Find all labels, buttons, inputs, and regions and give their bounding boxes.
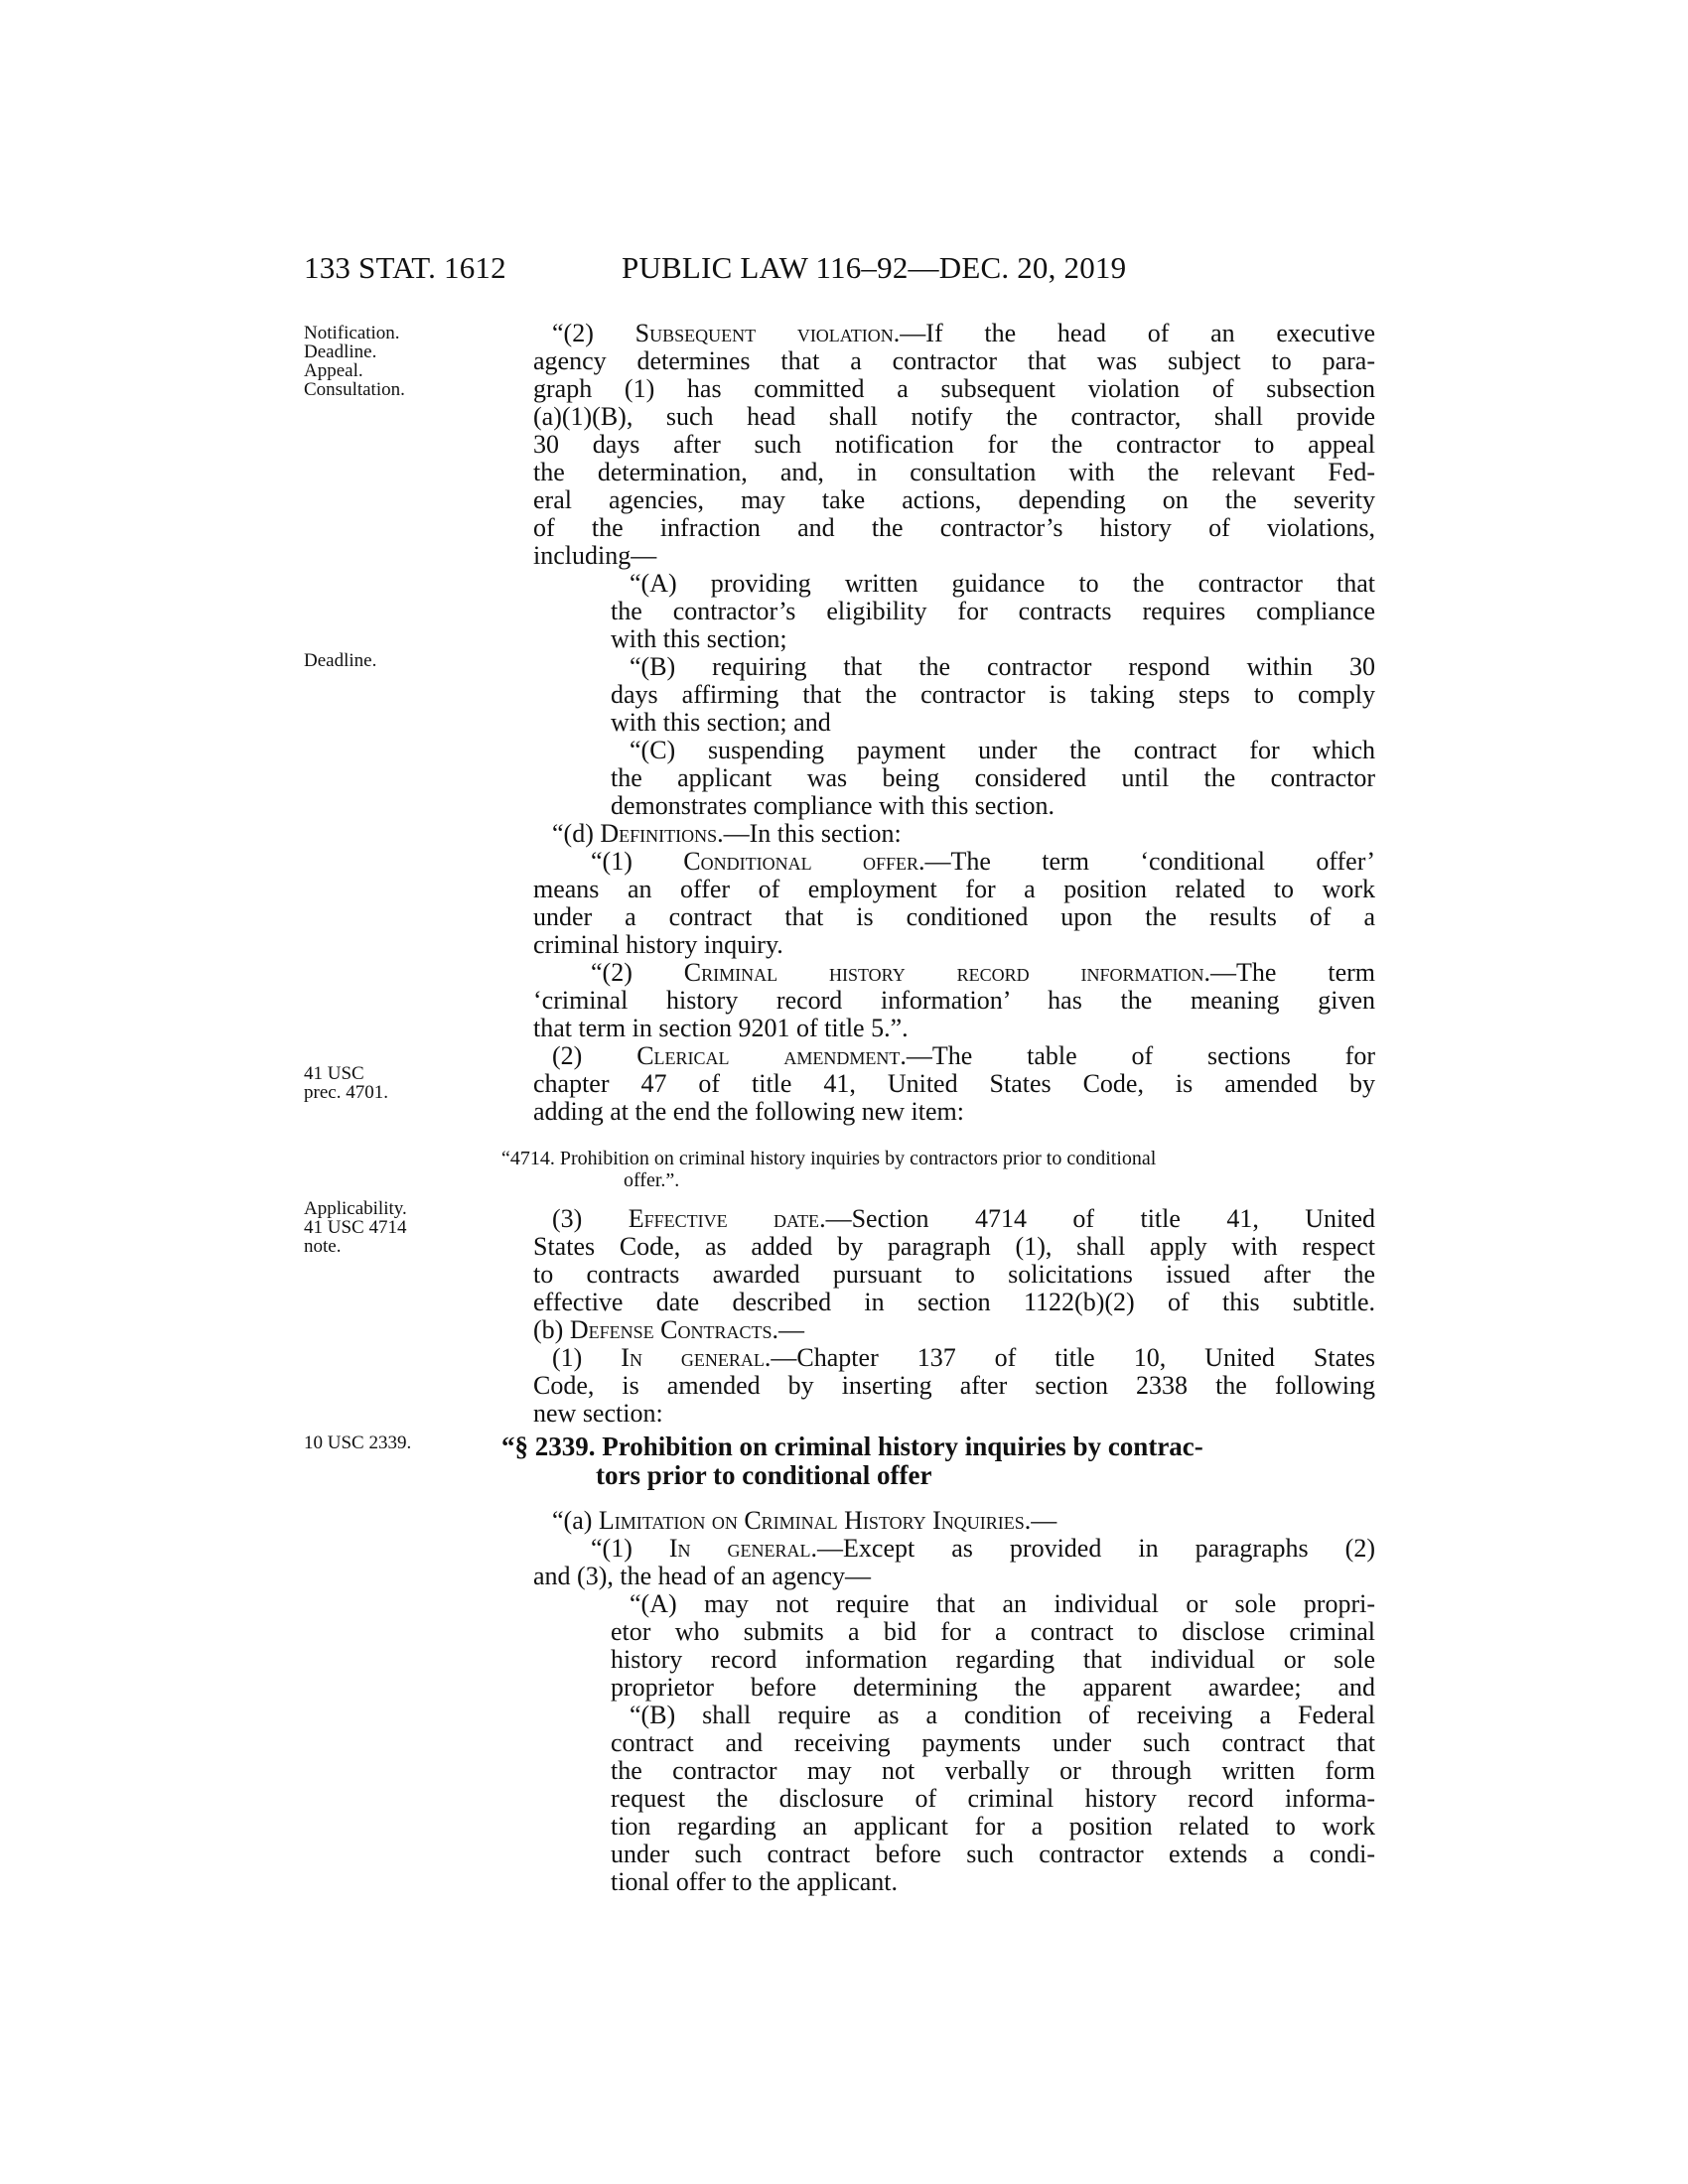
text-line: means an offer of employment for a position related to work (533, 875, 1375, 903)
text-line: ‘criminal history record information’ has the meaning given (533, 986, 1375, 1015)
text-line: with this section; (611, 624, 787, 653)
margin-note-deadline: Deadline. (304, 650, 377, 671)
text-line: agency determines that a contractor that was subject to para- (533, 346, 1375, 375)
text-line: tional offer to the applicant. (611, 1867, 899, 1896)
text-line: “(A) may not require that an individual or sole propri- (630, 1589, 1375, 1618)
text-line: (a)(1)(B), such head shall notify the contractor, shall provide (533, 402, 1375, 431)
text-line: proprietor before determining the apparent awardee; and (611, 1673, 1375, 1702)
text-line: Code, is amended by inserting after section 2338 the following (533, 1371, 1375, 1400)
margin-note-applicability: Applicability. 41 USC 4714 note. (304, 1198, 407, 1257)
text-line: “(2) Subsequent violation.—If the head of an executive (552, 319, 1376, 347)
text-line: that term in section 9201 of title 5.”. (533, 1014, 909, 1042)
text-line: “(a) Limitation on Criminal History Inquiries.— (552, 1506, 1057, 1535)
text-line: history record information regarding that individual or sole (611, 1645, 1375, 1674)
text-line: of the infraction and the contractor’s history of violations, (533, 513, 1375, 542)
text-line: graph (1) has committed a subsequent violation of subsection (533, 374, 1375, 403)
text-line: “(1) Conditional offer.—The term ‘conditional offer’ (591, 847, 1376, 876)
text-line: “(2) Criminal history record information.—The term (591, 958, 1375, 987)
text-line: including— (533, 541, 657, 570)
margin-note-10usc-2339: 10 USC 2339. (304, 1433, 412, 1453)
section-heading: “§ 2339. Prohibition on criminal history inquiries by contrac- (501, 1432, 1203, 1461)
text-line: new section: (533, 1399, 663, 1428)
text-line: “(C) suspending payment under the contract for which (630, 736, 1375, 764)
text-line: with this section; and (611, 708, 831, 737)
text-line: “(d) Definitions.—In this section: (552, 819, 902, 848)
page-number: 133 STAT. 1612 (304, 250, 506, 285)
text-line: the determination, and, in consultation with the relevant Fed- (533, 458, 1375, 486)
text-line: “(1) In general.—Except as provided in paragraphs (2) (591, 1534, 1375, 1563)
text-line: eral agencies, may take actions, depending on the severity (533, 485, 1375, 514)
text-line: (2) Clerical amendment.—The table of sections for (552, 1041, 1375, 1070)
text-line: demonstrates compliance with this section. (611, 791, 1055, 820)
margin-note-41usc-prec: 41 USC prec. 4701. (304, 1063, 388, 1103)
text-line: “(B) shall require as a condition of receiving a Federal (630, 1701, 1375, 1729)
text-line: etor who submits a bid for a contract to disclose criminal (611, 1617, 1375, 1646)
text-line: the applicant was being considered until the contractor (611, 763, 1375, 792)
text-line: contract and receiving payments under such contract that (611, 1728, 1375, 1757)
toc-item-cont: offer.”. (624, 1169, 680, 1191)
text-line: “(A) providing written guidance to the contractor that (630, 569, 1375, 598)
text-line: (3) Effective date.—Section 4714 of title 41, United (552, 1204, 1376, 1233)
margin-note-notification: Notification. Deadline. Appeal. Consultation. (304, 323, 405, 400)
text-line: request the disclosure of criminal history record informa- (611, 1784, 1375, 1813)
text-line: 30 days after such notification for the contractor to appeal (533, 430, 1375, 459)
text-line: and (3), the head of an agency— (533, 1562, 872, 1590)
text-line: States Code, as added by paragraph (1), shall apply with respect (533, 1232, 1375, 1261)
text-line: adding at the end the following new item: (533, 1097, 964, 1126)
text-line: under a contract that is conditioned upon the results of a (533, 902, 1375, 931)
text-line: to contracts awarded pursuant to solicitations issued after the (533, 1260, 1375, 1289)
text-line: (b) Defense Contracts.— (533, 1315, 804, 1344)
text-line: “(B) requiring that the contractor respond within 30 (630, 652, 1375, 681)
running-head: PUBLIC LAW 116–92—DEC. 20, 2019 (622, 250, 1127, 285)
toc-item: “4714. Prohibition on criminal history inquiries by contractors prior to conditional (501, 1148, 1157, 1169)
text-line: under such contract before such contractor extends a condi- (611, 1840, 1375, 1868)
text-line: criminal history inquiry. (533, 930, 783, 959)
text-line: days affirming that the contractor is taking steps to comply (611, 680, 1375, 709)
text-line: tion regarding an applicant for a position related to work (611, 1812, 1375, 1841)
section-heading-cont: tors prior to conditional offer (596, 1460, 932, 1490)
text-line: the contractor may not verbally or through written form (611, 1756, 1375, 1785)
text-line: (1) In general.—Chapter 137 of title 10, United States (552, 1343, 1375, 1372)
text-line: chapter 47 of title 41, United States Code, is amended by (533, 1069, 1375, 1098)
text-line: effective date described in section 1122(b)(2) of this subtitle. (533, 1288, 1375, 1316)
text-line: the contractor’s eligibility for contracts requires compliance (611, 597, 1375, 625)
